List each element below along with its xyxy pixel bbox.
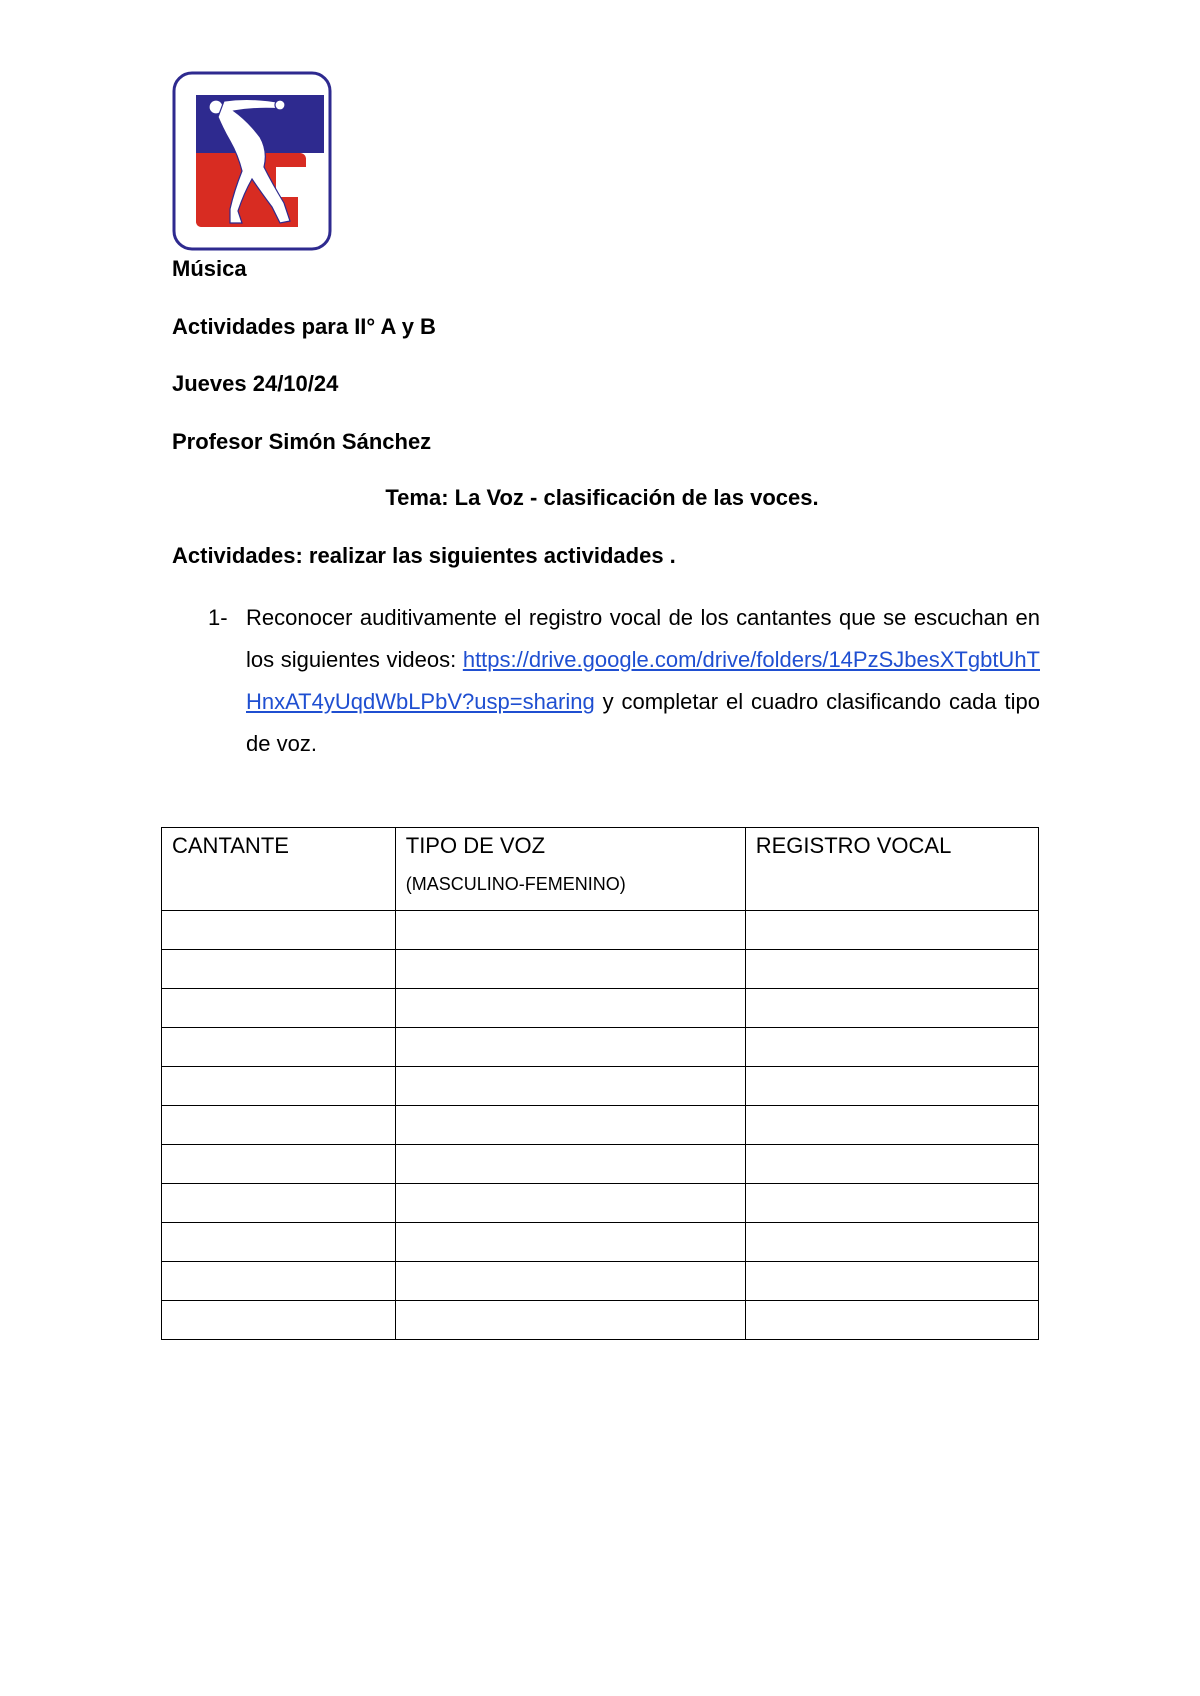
table-cell[interactable] (162, 950, 396, 989)
table-cell[interactable] (745, 1145, 1038, 1184)
header-registro-vocal (745, 828, 1038, 911)
table-cell[interactable] (395, 989, 745, 1028)
table-row (162, 1262, 1039, 1301)
date-line: Jueves 24/10/24 (172, 371, 339, 396)
table-row (162, 950, 1039, 989)
table-row (162, 1028, 1039, 1067)
activity-text (246, 597, 1040, 765)
table-cell[interactable] (745, 1223, 1038, 1262)
table-cell[interactable] (162, 1145, 396, 1184)
table-cell[interactable] (162, 1106, 396, 1145)
voice-classification-table (161, 827, 1039, 1340)
table-cell[interactable] (395, 1106, 745, 1145)
table-cell[interactable] (395, 1223, 745, 1262)
header-registro-vocal-label: REGISTRO VOCAL (755, 833, 952, 858)
table-cell[interactable] (162, 1184, 396, 1223)
table-cell[interactable] (745, 1262, 1038, 1301)
table-cell[interactable] (395, 911, 745, 950)
activities-intro: Actividades: realizar las siguientes actividades . (172, 543, 676, 568)
table-row (162, 1067, 1039, 1106)
table-row (162, 1301, 1039, 1340)
table-row (162, 1106, 1039, 1145)
table-cell[interactable] (745, 950, 1038, 989)
table-cell[interactable] (162, 911, 396, 950)
table-cell[interactable] (162, 989, 396, 1028)
header-cantante (162, 828, 396, 911)
header-cantante-label: CANTANTE (172, 833, 289, 858)
table-row (162, 989, 1039, 1028)
table-cell[interactable] (745, 989, 1038, 1028)
table-cell[interactable] (745, 1067, 1038, 1106)
table-cell[interactable] (162, 1067, 396, 1106)
header-tipo-de-voz-sub: (MASCULINO-FEMENINO) (405, 874, 626, 894)
table-cell[interactable] (395, 1301, 745, 1340)
table-cell[interactable] (745, 1184, 1038, 1223)
table-body (162, 911, 1039, 1340)
table-cell[interactable] (395, 1184, 745, 1223)
topic-heading: Tema: La Voz - clasificación de las voces. (385, 485, 819, 510)
activity-text-before: Reconocer auditivamente el registro vocal de los cantantes que se escuchan en los siguientes videos: (246, 605, 1040, 672)
teacher-line: Profesor Simón Sánchez (172, 429, 432, 454)
table-header-row (162, 828, 1039, 911)
table-row (162, 1145, 1039, 1184)
table-cell[interactable] (395, 1145, 745, 1184)
table-cell[interactable] (745, 1106, 1038, 1145)
table-row (162, 1184, 1039, 1223)
table-cell[interactable] (395, 950, 745, 989)
subject-title: Música (172, 256, 247, 281)
table-cell[interactable] (162, 1223, 396, 1262)
activity-item-1 (208, 597, 1040, 765)
drive-folder-link[interactable]: https://drive.google.com/drive/folders/14PzSJbesXTgbtUhTHnxAT4yUqdWbLPbV?usp=sharing (246, 647, 1040, 714)
table-cell[interactable] (162, 1262, 396, 1301)
activity-number: 1- (208, 605, 228, 630)
table-cell[interactable] (162, 1301, 396, 1340)
table-row (162, 1223, 1039, 1262)
table-cell[interactable] (395, 1262, 745, 1301)
table-cell[interactable] (745, 1028, 1038, 1067)
table-row (162, 911, 1039, 950)
table-cell[interactable] (162, 1028, 396, 1067)
header-tipo-de-voz (395, 828, 745, 911)
school-logo (172, 71, 332, 251)
header-tipo-de-voz-label: TIPO DE VOZ (405, 833, 546, 858)
table-cell[interactable] (395, 1028, 745, 1067)
table-cell[interactable] (745, 911, 1038, 950)
activity-text-after: y completar el cuadro clasificando cada tipo de voz. (246, 689, 1040, 756)
course-line: Actividades para II° A y B (172, 314, 436, 339)
table-cell[interactable] (745, 1301, 1038, 1340)
table-cell[interactable] (395, 1067, 745, 1106)
